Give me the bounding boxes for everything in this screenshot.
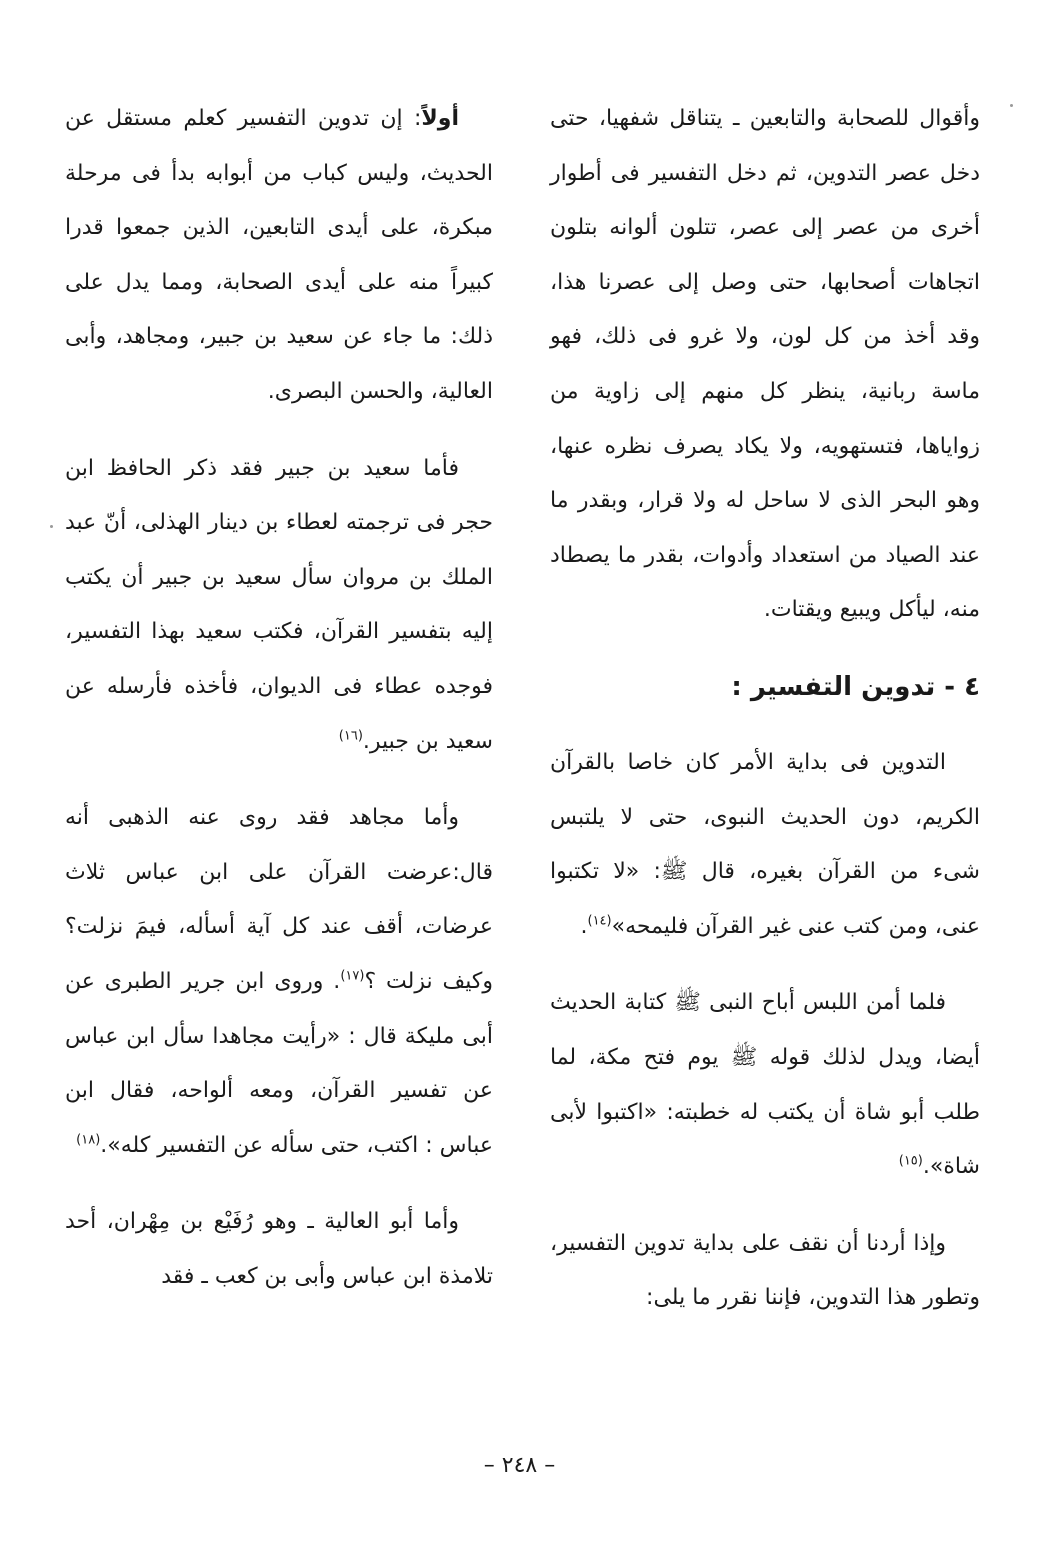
right-paragraph-3: [550, 976, 980, 1194]
right-paragraph-3-text: فلما أمن اللبس أباح النبى ﷺ كتابة الحديث أيضا، ويدل لذلك قوله ﷺ يوم فتح مكة، لما طلب أبو شاة أن يكتب له خطبته: «اكتبوا لأبى شاة».: [550, 990, 980, 1180]
footnote-ref-17: (١٧): [340, 968, 365, 984]
footnote-ref-14: (١٤): [587, 913, 612, 929]
right-column: [550, 92, 980, 1326]
left-paragraph-1: [65, 92, 493, 420]
left-paragraph-3-text: وأما مجاهد فقد روى عنه الذهبى أنه قال:عرضت القرآن على ابن عباس ثلاث عرضات، أقف عند كل آية أسأله، فيمَ نزلت؟ وكيف نزلت ؟: [65, 805, 493, 994]
left-paragraph-3: [65, 791, 493, 1173]
section-heading: ٤ - تدوين التفسير :: [731, 671, 980, 702]
footnote-ref-15: (١٥): [898, 1153, 923, 1169]
page-number: – ٢٤٨ –: [483, 1453, 556, 1478]
right-paragraph-1: [550, 92, 980, 638]
scan-speck: [50, 525, 53, 528]
right-paragraph-2: [550, 736, 980, 954]
left-column: [65, 92, 493, 1304]
left-paragraph-2-text: فأما سعيد بن جبير فقد ذكر الحافظ ابن حجر فى ترجمته لعطاء بن دينار الهذلى، أنّ عبد الملك بن مروان سأل سعيد بن جبير أن يكتب إليه بتفسير القرآن، فكتب سعيد بهذا التفسير، فوجده عطاء فى الديوان، فأخذه فأرسله عن سعيد بن جبير.: [65, 455, 493, 754]
right-paragraph-1-text: وأقوال للصحابة والتابعين ـ يتناقل شفهيا، حتى دخل عصر التدوين، ثم دخل التفسير فى أطوار أخرى من عصر إلى عصر، تتلون ألوانه بتلون اتجاهات أصحابها، حتى وصل إلى عصرنا هذا، وقد أخذ من كل لون، ولا غرو فى ذلك، فهو ماسة ربانية، ينظر كل منهم إلى زاوية من زواياها، فتستهويه، ولا يكاد يصرف نظره عنها، وهو البحر الذى لا ساحل له ولا قرار، وبقدر ما عند الصياد من استعداد وأدوات، بقدر ما يصطاد منه، ليأكل ويبيع ويقتات.: [550, 106, 980, 623]
footnote-ref-18: (١٨): [76, 1132, 101, 1148]
left-paragraph-2: [65, 442, 493, 770]
left-paragraph-4: [65, 1195, 493, 1304]
scan-speck: [1010, 104, 1013, 107]
right-paragraph-2-end: .: [580, 913, 588, 939]
footnote-ref-16: (١٦): [338, 728, 363, 744]
left-paragraph-4-text: وأما أبو العالية ـ وهو رُفَيْع بن مِهْران، أحد تلامذة ابن عباس وأبى بن كعب ـ فقد: [65, 1209, 493, 1289]
left-paragraph-1-text: : إن تدوين التفسير كعلم مستقل عن الحديث، وليس كباب من أبوابه بدأ فى مرحلة مبكرة، على أيدى التابعين، الذين جمعوا قدرا كبيراً منه على أيدى الصحابة، ومما يدل على ذلك: ما جاء عن سعيد بن جبير، ومجاهد، وأبى العالية، والحسن البصرى.: [65, 106, 493, 404]
right-paragraph-4: [550, 1217, 980, 1326]
right-paragraph-2-text: التدوين فى بداية الأمر كان خاصا بالقرآن الكريم، دون الحديث النبوى، حتى لا يلتبس شىء من القرآن بغيره، قال ﷺ: «لا تكتبوا عنى، ومن كتب عنى غير القرآن فليمحه»: [550, 749, 980, 939]
left-paragraph-1-lead: أولاً: [421, 106, 459, 131]
left-paragraph-3b-text: . وروى ابن جرير الطبرى عن أبى مليكة قال : «رأيت مجاهدا سأل ابن عباس عن تفسير القرآن، ومعه ألواحه، فقال ابن عباس : اكتب، حتى سأله عن التفسير كله».: [65, 968, 493, 1158]
right-paragraph-4-text: وإذا أردنا أن نقف على بداية تدوين التفسير، وتطور هذا التدوين، فإننا نقرر ما يلى:: [550, 1230, 980, 1311]
